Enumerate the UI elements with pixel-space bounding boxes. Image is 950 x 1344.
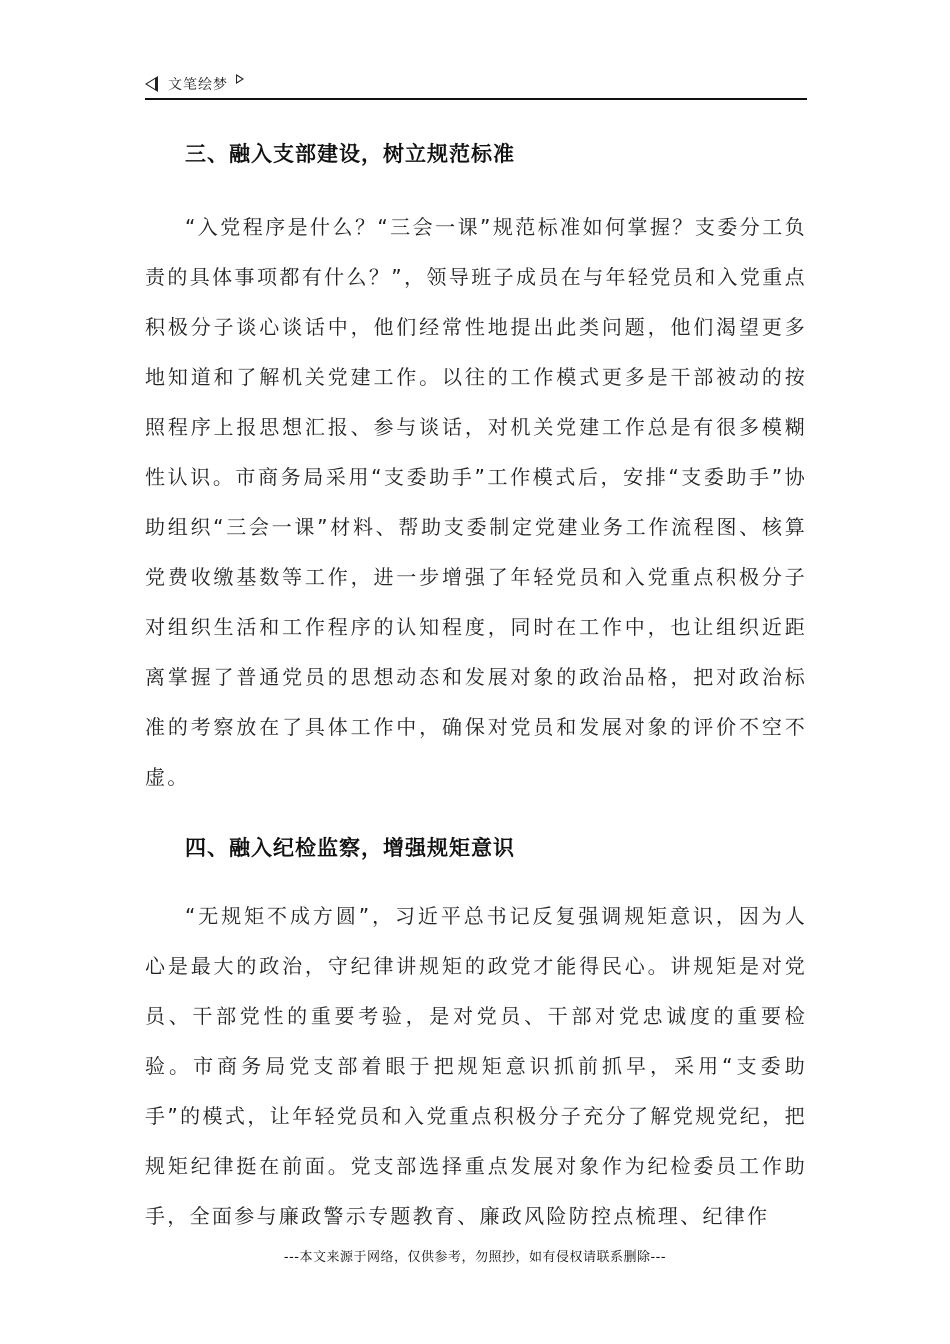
page-header <box>145 72 807 100</box>
disclaimer-footer: ---本文来源于网络，仅供参考，勿照抄，如有侵权请联系删除--- <box>283 1250 667 1265</box>
section-heading-4: 四、融入纪检监察，增强规矩意识 <box>185 836 515 860</box>
triangle-left-icon <box>145 76 158 92</box>
document-body <box>145 136 807 1241</box>
section-heading-3: 三、融入支部建设，树立规范标准 <box>185 142 515 166</box>
brand-name: 文笔绘梦 <box>168 77 228 93</box>
section-paragraph-3: “入党程序是什么？“三会一课”规范标准如何掌握？支委分工负责的具体事项都有什么？”，领导班子成员在与年轻党员和入党重点积极分子谈心谈话中，他们经常性地提出此类问题，他们渴望更多地知道和了解机关党建工作。以往的工作模式更多是干部被动的按照程序上报思想汇报、参与谈话，对机关党建工作总是有很多模糊性认识。市商务局采用“支委助手”工作模式后，安排“支委助手”协助组织“三会一课”材料、帮助支委制定党建业务工作流程图、核算党费收缴基数等工作，进一步增强了年轻党员和入党重点积极分子对组织生活和工作程序的认知程度，同时在工作中，也让组织近距离掌握了普通党员的思想动态和发展对象的政治品格，把对政治标准的考察放在了具体工作中，确保对党员和发展对象的评价不空不虚。 <box>145 215 807 789</box>
section-paragraph-4: “无规矩不成方圆”，习近平总书记反复强调规矩意识，因为人心是最大的政治，守纪律讲规矩的政党才能得民心。讲规矩是对党员、干部党性的重要考验，是对党员、干部对党忠诚度的重要检验。市商务局党支部着眼于把规矩意识抓前抓早，采用“支委助手”的模式，让年轻党员和入党重点积极分子充分了解党规党纪，把规矩纪律挺在前面。党支部选择重点发展对象作为纪检委员工作助手，全面参与廉政警示专题教育、廉政风险防控点梳理、纪律作 <box>145 904 807 1228</box>
header-row <box>145 72 807 96</box>
triangle-right-icon <box>236 74 244 84</box>
